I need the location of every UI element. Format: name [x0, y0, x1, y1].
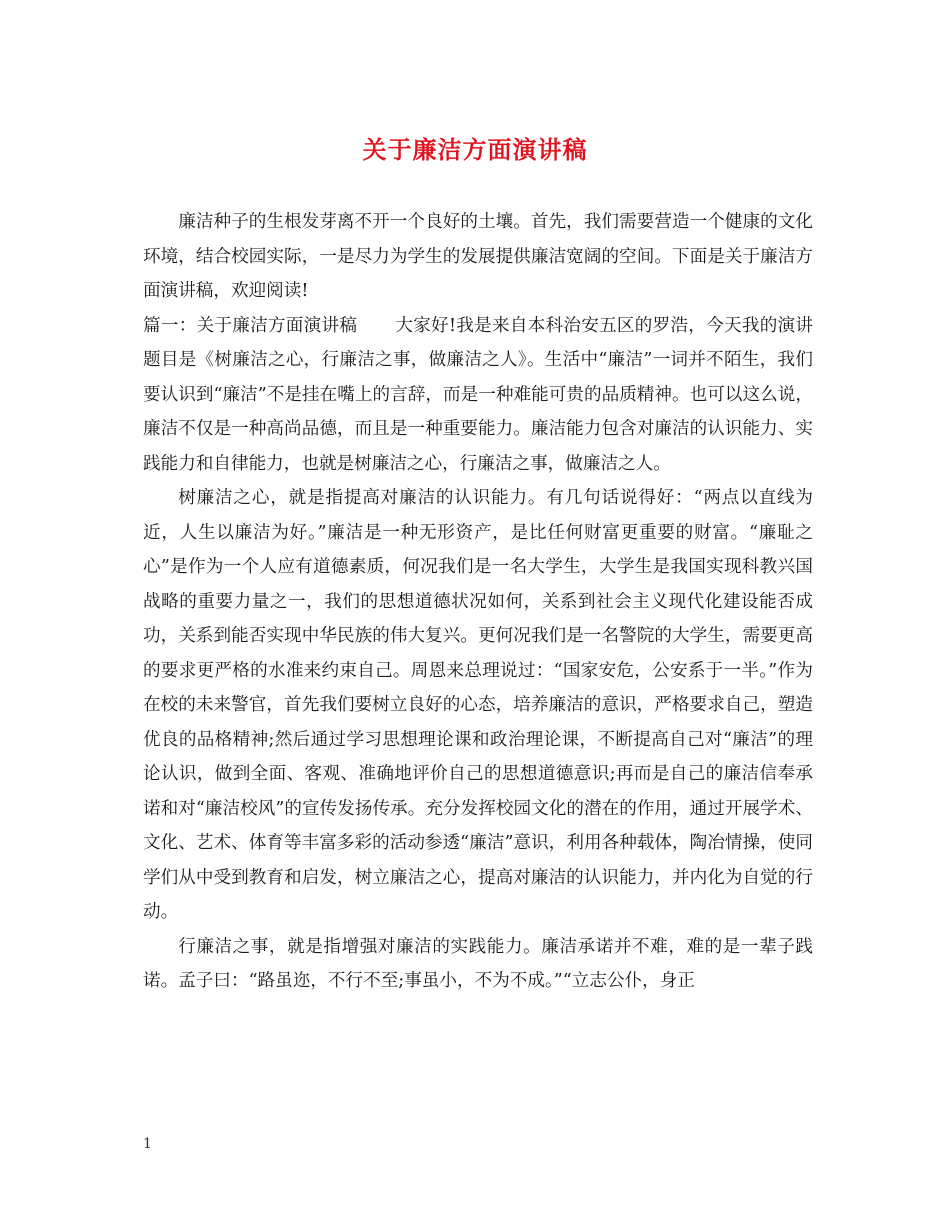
- section-paragraph: [143, 309, 813, 482]
- section-text: 大家好!我是来自本科治安五区的罗浩，今天我的演讲题目是《树廉洁之心，行廉洁之事，做廉洁之人》。生活中“廉洁”一词并不陌生，我们要认识到“廉洁”不是挂在嘴上的言辞，而是一种难能可贵的品质精神。也可以这么说，廉洁不仅是一种高尚品德，而且是一种重要能力。廉洁能力包含对廉洁的认识能力、实践能力和自律能力，也就是树廉洁之心，行廉洁之事，做廉洁之人。: [143, 315, 813, 474]
- section-label: 篇一：关于廉洁方面演讲稿: [143, 315, 358, 336]
- document-body: [143, 205, 813, 999]
- document-title: 关于廉洁方面演讲稿: [362, 135, 588, 164]
- paragraph-3: 行廉洁之事，就是指增强对廉洁的实践能力。廉洁承诺并不难，难的是一辈子践诺。孟子曰：“路虽迩，不行不至;事虽小，不为不成。”“立志公仆，身正: [143, 936, 813, 991]
- intro-paragraph: 廉洁种子的生根发芽离不开一个良好的土壤。首先，我们需要营造一个健康的文化环境，结合校园实际，一是尽力为学生的发展提供廉洁宽阔的空间。下面是关于廉洁方面演讲稿，欢迎阅读!: [143, 212, 813, 301]
- page-number: 1: [143, 1136, 152, 1152]
- paragraph-2: 树廉洁之心，就是指提高对廉洁的认识能力。有几句话说得好：“两点以直线为近，人生以廉洁为好。”廉洁是一种无形资产，是比任何财富更重要的财富。“廉耻之心”是作为一个人应有道德素质，何况我们是一名大学生，大学生是我国实现科教兴国战略的重要力量之一，我们的思想道德状况如何，关系到社会主义现代化建设能否成功，关系到能否实现中华民族的伟大复兴。更何况我们是一名警院的大学生，需要更高的要求更严格的水准来约束自己。周恩来总理说过：“国家安危，公安系于一半。”作为在校的未来警官，首先我们要树立良好的心态，培养廉洁的意识，严格要求自己，塑造优良的品格精神;然后通过学习思想理论课和政治理论课，不断提高自己对“廉洁”的理论认识，做到全面、客观、准确地评价自己的思想道德意识;再而是自己的廉洁信奉承诺和对“廉洁校风”的宣传发扬传承。充分发挥校园文化的潜在的作用，通过开展学术、文化、艺术、体育等丰富多彩的活动参透“廉洁”意识，利用各种载体，陶冶情操，使同学们从中受到教育和启发，树立廉洁之心，提高对廉洁的认识能力，并内化为自觉的行动。: [143, 488, 813, 922]
